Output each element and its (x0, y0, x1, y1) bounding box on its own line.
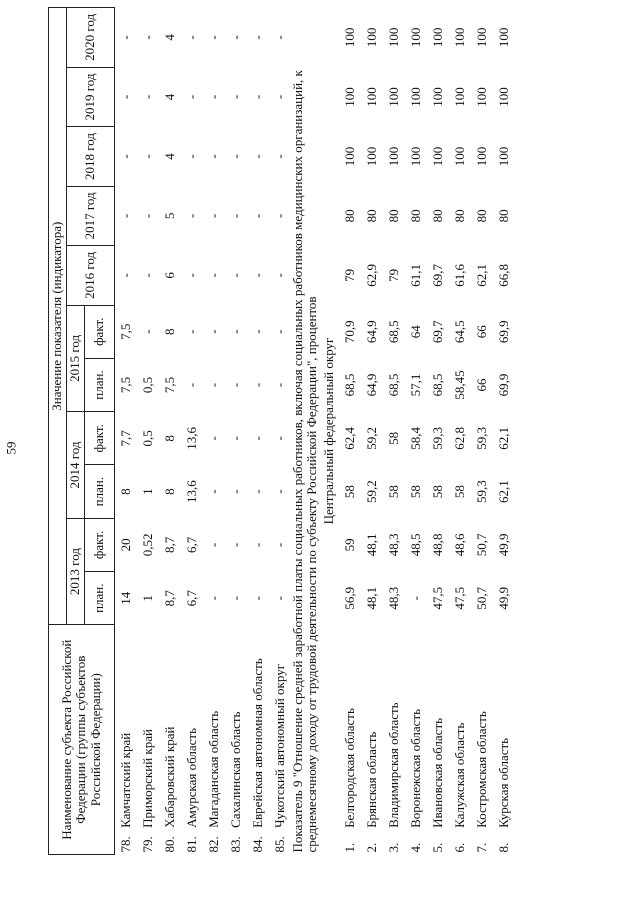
value-cell: 80 (496, 209, 512, 223)
region-name: Калужская область (452, 722, 468, 828)
value-cell: 79 (386, 268, 402, 282)
value-cell: 1 (139, 594, 155, 602)
value-cell: 0,52 (139, 533, 155, 557)
value-cell: 0,5 (139, 376, 155, 394)
value-cell: - (183, 154, 199, 159)
value-cell: 57,1 (408, 373, 424, 397)
value-cell: 80 (452, 209, 468, 223)
row-number: 84. (249, 836, 265, 853)
value-cell: 62,1 (496, 480, 512, 503)
value-cell: - (227, 94, 243, 100)
value-cell: - (117, 154, 133, 159)
value-cell: 100 (452, 27, 468, 48)
value-cell: - (271, 436, 287, 441)
table-row (269, 8, 291, 855)
value-cell: 64,5 (452, 320, 468, 344)
value-cell: - (139, 35, 155, 40)
federal-district-title: Центральный федеральный округ (321, 337, 337, 525)
value-cell: - (271, 213, 287, 219)
value-cell: - (205, 273, 221, 278)
region-name: Магаданская область (205, 710, 221, 828)
col-name-header: Наименование субъекта Российской Федерации (группы субъектов Российской Федерации) (49, 625, 115, 855)
value-cell: - (205, 94, 221, 100)
value-cell: 62,1 (496, 426, 512, 450)
plan-header: план. (85, 572, 115, 625)
value-cell: 50,7 (474, 533, 490, 557)
value-cell: 100 (430, 87, 446, 107)
region-name: Хабаровский край (161, 726, 177, 828)
value-cell: - (117, 35, 133, 40)
table-header (49, 8, 115, 855)
value-cell: 62,4 (342, 426, 358, 450)
value-cell: - (205, 213, 221, 219)
row-number: 78. (117, 836, 133, 853)
value-cell: 49,9 (496, 533, 512, 557)
value-cell: 100 (408, 27, 424, 48)
table-row (471, 8, 493, 855)
value-cell: 69,7 (430, 263, 446, 287)
value-cell: - (227, 596, 243, 601)
value-cell: 58 (430, 485, 446, 499)
table-row (181, 8, 203, 855)
value-cell: 7,5 (117, 323, 133, 340)
value-cell: - (139, 94, 155, 100)
value-cell: 100 (408, 87, 424, 107)
value-cell: 4 (161, 93, 177, 101)
value-cell: 100 (430, 146, 446, 167)
value-cell: 48,6 (452, 533, 468, 557)
value-cell: 100 (386, 146, 402, 167)
value-cell: 6 (161, 272, 177, 279)
value-cell: 66 (474, 378, 490, 392)
value-cell: 1 (139, 488, 155, 495)
value-cell: 48,3 (386, 533, 402, 557)
region-name: Брянская область (364, 731, 380, 828)
value-cell: 58,4 (408, 426, 424, 450)
value-cell: - (249, 35, 265, 40)
value-cell: 69,9 (496, 320, 512, 344)
value-cell: 48,8 (430, 533, 446, 557)
table-row (361, 8, 383, 855)
table-row (493, 8, 515, 855)
table-row (339, 8, 361, 855)
value-cell: 100 (386, 87, 402, 107)
value-cell: 66,8 (496, 263, 512, 287)
value-cell: 48,3 (386, 586, 402, 610)
value-cell: - (183, 273, 199, 278)
table-row (115, 8, 138, 855)
value-cell: 13,6 (183, 480, 199, 503)
value-cell: - (249, 542, 265, 548)
value-cell: 20 (117, 538, 133, 552)
value-cell: 64,9 (364, 373, 380, 397)
value-cell: 69,7 (430, 320, 446, 344)
value-cell: 4 (161, 153, 177, 160)
value-cell: 100 (342, 87, 358, 107)
year-2015-header: 2015 год (67, 305, 85, 412)
region-name: Костромская область (474, 711, 490, 828)
plan-header: план. (85, 358, 115, 411)
table-row (405, 8, 427, 855)
value-cell: - (205, 596, 221, 601)
row-number: 3. (386, 842, 402, 853)
value-cell: - (249, 489, 265, 494)
row-number: 82. (205, 836, 221, 853)
value-cell: - (139, 329, 155, 334)
table-body-top (115, 8, 292, 855)
value-cell: 100 (496, 87, 512, 107)
region-name: Белгородская область (342, 708, 358, 828)
value-cell: 8 (161, 488, 177, 495)
value-cell: - (117, 213, 133, 219)
page-number: 59 (3, 441, 19, 455)
row-number: 79. (139, 836, 155, 853)
value-cell: 80 (342, 209, 358, 223)
table-body-bottom (339, 8, 515, 855)
value-cell: 7,7 (117, 430, 133, 447)
value-cell: 58 (386, 431, 402, 445)
value-cell: - (227, 273, 243, 278)
value-cell: 64,9 (364, 320, 380, 344)
value-cell: 100 (342, 146, 358, 167)
value-cell: - (249, 154, 265, 159)
value-cell: 68,5 (430, 373, 446, 397)
value-cell: - (183, 213, 199, 219)
indicator-section (291, 8, 339, 855)
value-cell: - (227, 154, 243, 159)
fakt-header: факт. (85, 518, 115, 571)
value-cell: - (205, 542, 221, 548)
value-cell: 47,5 (430, 586, 446, 610)
value-cell: 6,7 (183, 590, 199, 607)
region-name: Приморский край (139, 729, 155, 828)
value-cell: 100 (430, 27, 446, 48)
row-number: 83. (227, 836, 243, 853)
value-cell: - (249, 436, 265, 441)
value-cell: - (271, 273, 287, 278)
row-number: 4. (408, 842, 424, 853)
value-cell: - (271, 382, 287, 388)
value-cell: - (227, 213, 243, 219)
value-cell: - (183, 94, 199, 100)
value-cell: 64 (408, 325, 424, 339)
row-number: 8. (496, 842, 512, 853)
year-2020-header: 2020 год (67, 8, 115, 68)
value-cell: 70,9 (342, 320, 358, 344)
value-cell: 100 (386, 27, 402, 48)
value-cell: 50,7 (474, 586, 490, 610)
plan-header: план. (85, 465, 115, 518)
value-cell: - (205, 154, 221, 159)
value-cell: 59,3 (430, 426, 446, 450)
value-cell: 47,5 (452, 586, 468, 610)
table-row (247, 8, 269, 855)
table-row (159, 8, 181, 855)
year-2014-header: 2014 год (67, 412, 85, 519)
value-cell: 100 (496, 27, 512, 48)
region-name: Камчатский край (117, 732, 133, 828)
region-name: Сахалинская область (227, 711, 243, 828)
value-cell: - (205, 436, 221, 441)
value-cell: 59,2 (364, 480, 380, 503)
year-2013-header: 2013 год (67, 518, 85, 625)
value-cell: 68,5 (342, 373, 358, 397)
value-cell: 61,1 (408, 263, 424, 287)
region-name: Воронежская область (408, 708, 424, 828)
region-name: Владимирская область (386, 702, 402, 828)
value-cell: 59,3 (474, 480, 490, 503)
value-cell: 8,7 (161, 590, 177, 607)
value-cell: 100 (474, 146, 490, 167)
value-cell: - (271, 329, 287, 334)
value-cell: 58,45 (452, 370, 468, 400)
value-cell: - (183, 35, 199, 40)
value-cell: 62,8 (452, 426, 468, 450)
value-cell: 5 (161, 212, 177, 220)
value-cell: 80 (474, 209, 490, 223)
value-cell: 100 (474, 87, 490, 107)
value-cell: 4 (161, 34, 177, 41)
value-cell: - (271, 94, 287, 100)
value-cell: 58 (452, 485, 468, 499)
value-cell: - (271, 35, 287, 40)
value-cell: - (249, 329, 265, 334)
value-cell: - (183, 382, 199, 388)
table-row (203, 8, 225, 855)
value-cell: 80 (408, 209, 424, 223)
value-cell: - (271, 489, 287, 494)
value-cell: 69,9 (496, 373, 512, 397)
year-2016-header: 2016 год (67, 246, 115, 305)
fakt-header: факт. (85, 412, 115, 465)
value-cell: 68,5 (386, 373, 402, 397)
region-name: Еврейская автономная область (249, 658, 265, 828)
value-cell: - (227, 436, 243, 441)
value-cell: 59 (342, 538, 358, 552)
value-cell: 62,1 (474, 263, 490, 287)
value-cell: - (139, 154, 155, 159)
value-cell: 100 (452, 146, 468, 167)
value-cell: 8,7 (161, 536, 177, 554)
value-cell: - (271, 596, 287, 601)
value-cell: 58 (386, 485, 402, 499)
value-cell: 100 (474, 27, 490, 48)
fakt-header: факт. (85, 305, 115, 358)
value-cell: 79 (342, 268, 358, 282)
value-cell: - (408, 596, 424, 601)
value-cell: - (227, 542, 243, 548)
value-cell: 8 (117, 488, 133, 495)
value-cell: 100 (364, 146, 380, 167)
row-number: 7. (474, 842, 490, 853)
row-number: 80. (161, 836, 177, 853)
value-cell: - (205, 382, 221, 388)
value-cell: 100 (496, 146, 512, 167)
table-row (427, 8, 449, 855)
value-cell: 48,5 (408, 533, 424, 557)
year-2018-header: 2018 год (67, 127, 115, 186)
region-name: Амурская область (183, 727, 199, 828)
value-cell: - (227, 489, 243, 494)
region-name: Курская область (496, 737, 512, 828)
table-row (225, 8, 247, 855)
value-cell: 61,6 (452, 263, 468, 287)
value-cell: 14 (117, 591, 133, 605)
value-cell: - (249, 94, 265, 100)
value-cell: - (205, 35, 221, 40)
value-cell: 100 (364, 27, 380, 48)
value-cell: 80 (430, 209, 446, 223)
value-cell: - (249, 213, 265, 219)
value-cell: - (249, 382, 265, 388)
value-cell: 59,2 (364, 426, 380, 450)
value-cell: - (227, 35, 243, 40)
value-cell: 62,9 (364, 263, 380, 287)
value-cell: 100 (364, 87, 380, 107)
region-name: Чукотский автономный округ (271, 663, 287, 828)
value-cell: - (139, 273, 155, 278)
value-cell: 80 (364, 209, 380, 223)
value-cell: - (117, 273, 133, 278)
row-number: 1. (342, 842, 358, 853)
year-2017-header: 2017 год (67, 186, 115, 245)
value-cell: - (205, 489, 221, 494)
row-number: 6. (452, 842, 468, 853)
value-cell: 100 (342, 27, 358, 48)
col-value-header: Значение показателя (индикатора) (49, 8, 67, 625)
value-cell: 48,1 (364, 533, 380, 557)
indicator-title: Показатель 9 "Отношение средней заработной платы социальных работников, включая социальных работников медицинских организаций, к среднемесячному доходу от трудовой деятельности по субъекту Российской Федерации", процентов (290, 70, 320, 853)
value-cell: 49,9 (496, 586, 512, 610)
value-cell: - (271, 542, 287, 548)
value-cell: 8 (161, 328, 177, 335)
value-cell: 8 (161, 435, 177, 442)
region-name: Ивановская область (430, 717, 446, 828)
value-cell: 7,5 (161, 376, 177, 394)
value-cell: - (227, 329, 243, 334)
value-cell: - (205, 329, 221, 334)
table-row (137, 8, 159, 855)
value-cell: 48,1 (364, 586, 380, 610)
value-cell: 58 (342, 485, 358, 499)
value-cell: 7,5 (117, 376, 133, 394)
value-cell: 59,3 (474, 426, 490, 450)
value-cell: - (271, 154, 287, 159)
value-cell: - (227, 382, 243, 388)
year-2019-header: 2019 год (67, 67, 115, 126)
value-cell: 56,9 (342, 586, 358, 610)
value-cell: 58 (408, 485, 424, 499)
row-number: 2. (364, 842, 380, 853)
table-row (383, 8, 405, 855)
value-cell: 13,6 (183, 426, 199, 450)
value-cell: - (249, 273, 265, 278)
value-cell: - (183, 329, 199, 334)
value-cell: 100 (408, 146, 424, 167)
value-cell: 100 (452, 87, 468, 107)
row-number: 5. (430, 842, 446, 853)
value-cell: - (117, 94, 133, 100)
value-cell: 0,5 (139, 430, 155, 447)
value-cell: 6,7 (183, 536, 199, 554)
row-number: 81. (183, 836, 199, 853)
value-cell: 80 (386, 209, 402, 223)
row-number: 85. (271, 836, 287, 853)
indicator-table (48, 7, 515, 855)
value-cell: 66 (474, 325, 490, 339)
value-cell: 68,5 (386, 320, 402, 344)
value-cell: - (139, 213, 155, 219)
table-row (449, 8, 471, 855)
value-cell: - (249, 596, 265, 601)
